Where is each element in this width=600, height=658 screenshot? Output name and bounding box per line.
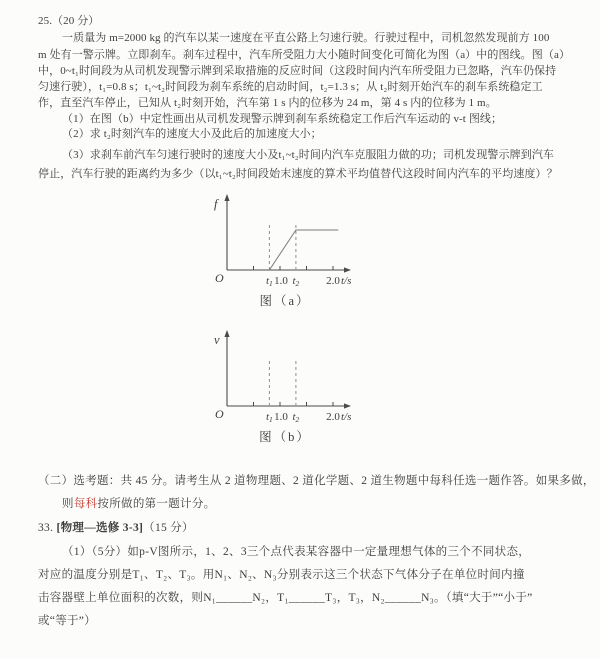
- text-line: 对应的温度分别是T₁、T₂、T₃。用N₁、N₂、N₃分别表示这三个状态下气体分子在单位时间内撞: [38, 569, 525, 581]
- svg-text:O: O: [215, 271, 224, 285]
- svg-text:t/s: t/s: [341, 411, 352, 423]
- svg-text:f: f: [214, 197, 218, 211]
- svg-text:2.0: 2.0: [326, 411, 340, 423]
- svg-text:2.0: 2.0: [326, 275, 340, 287]
- svg-text:t/s: t/s: [341, 275, 352, 287]
- problem33-number: 33.: [38, 522, 54, 534]
- text-line: 作，直至汽车停止，已知从 t₂时刻开始，汽车第 1 s 内的位移为 24 m，第 4 s 内的位移为 1 m。: [38, 97, 497, 109]
- figure-a-plot: [210, 194, 370, 290]
- svg-text:t1: t1: [265, 411, 273, 424]
- figure-b-caption: 图（b）: [259, 430, 311, 444]
- svg-text:t1: t1: [265, 275, 273, 288]
- figure-a-caption: 图（a）: [259, 294, 311, 308]
- problem33-score: （15 分）: [143, 522, 194, 534]
- text-line: 击容器壁上单位面积的次数，则N₁______N₂，T₁______T₃，T₃，N₂______N₃。（填“大于”“小于”: [38, 592, 533, 604]
- svg-text:t2: t2: [292, 411, 300, 424]
- figure-b-plot: [210, 330, 370, 426]
- text-line: 匀速行驶），t₁=0.8 s；t₁~t₂时间段为刹车系统的启动时间，t₂=1.3 s；从 t₂时刻开始汽车的刹车系统稳定工: [38, 81, 543, 93]
- text-line: 或“等于”）: [38, 615, 97, 627]
- question-1-line: （1）在图（b）中定性画出从司机发现警示牌到刹车系统稳定工作后汽车运动的 v-t 图线；: [62, 113, 503, 125]
- text-line: 一质量为 m=2000 kg 的汽车以某一速度在平直公路上匀速行驶。行驶过程中，司机忽然发现前方 100: [62, 32, 550, 44]
- text-line: 中，0~t₁时间段为从司机发现警示牌到采取措施的反应时间（这段时间内汽车所受阻力已忽略，汽车仍保持: [38, 65, 557, 77]
- figure-b: [210, 330, 370, 445]
- question-2-line: （2）求 t₂时刻汽车的速度大小及此后的加速度大小；: [62, 128, 322, 140]
- question-3-line: （3）求刹车前汽车匀速行驶时的速度大小及t₁~t₂时间内汽车克服阻力做的功；司机发现警示牌到汽车: [62, 149, 555, 161]
- intro-red-text: 每科: [73, 498, 98, 510]
- section2-intro-line: （二）选考题：共 45 分。请考生从 2 道物理题、2 道化学题、2 道生物题中每科任选一题作答。如果多做，: [38, 475, 595, 487]
- problem33-header: [38, 521, 194, 535]
- svg-text:1.0: 1.0: [274, 411, 288, 423]
- intro-prefix: 则: [62, 498, 74, 510]
- svg-text:v: v: [214, 333, 220, 347]
- text-line: （1）（5分）如p-V图所示，1、2、3三个点代表某容器中一定量理想气体的三个不同状态，: [62, 546, 531, 558]
- svg-text:O: O: [215, 407, 224, 421]
- figure-a: [210, 194, 370, 309]
- problem25-header: 25.（20 分）: [38, 15, 100, 27]
- text-line: m 处有一警示牌。立即刹车。刹车过程中，汽车所受阻力大小随时间变化可简化为图（a）中的图线。图（a）: [38, 49, 571, 61]
- problem33-tag: [物理—选修 3-3]: [56, 522, 144, 534]
- svg-text:t2: t2: [292, 275, 300, 288]
- intro-suffix: 按所做的第一题计分。: [97, 498, 216, 510]
- question-3-line-2: 停止，汽车行驶的距离约为多少（以t₁~t₂时间段始末速度的算术平均值替代这段时间内汽车的平均速度）？: [38, 168, 558, 180]
- section2-intro-line-2: [62, 497, 215, 511]
- svg-text:1.0: 1.0: [274, 275, 288, 287]
